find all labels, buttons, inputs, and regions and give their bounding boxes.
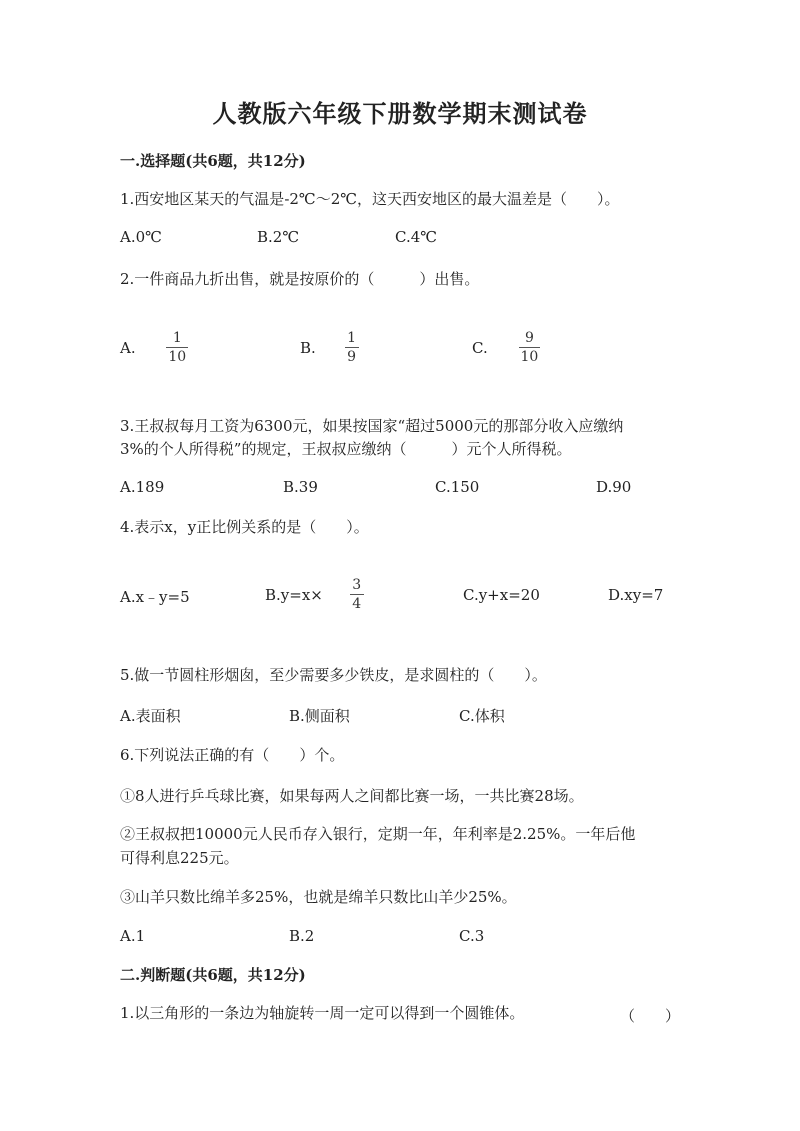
section-heading-judgement: 二.判断题(共6题，共12分): [120, 966, 306, 984]
q2-option-b-fraction: [345, 330, 359, 365]
q4-option-a: A.x﹣y=5: [120, 588, 190, 606]
q5-option-a: A.表面积: [120, 707, 181, 725]
fraction-numerator: 1: [347, 330, 357, 346]
q3-option-a: A.189: [120, 478, 165, 496]
q6-statement-1: ①8人进行乒乓球比赛，如果每两人之间都比赛一场，一共比赛28场。: [120, 787, 584, 805]
q3-option-b: B.39: [283, 478, 318, 496]
q6-statement-2-line-2: 可得利息225元。: [120, 849, 239, 867]
q2-option-a-label: A.: [120, 338, 136, 357]
q4-option-d: D.xy=7: [608, 586, 664, 604]
judgement-answer-blank: （ ）: [620, 1007, 681, 1025]
q1-option-c: C.4℃: [395, 228, 438, 246]
q6-statement-2-line-1: ②王叔叔把10000元人民币存入银行，定期一年，年利率是2.25%。一年后他: [120, 825, 636, 843]
q6-statement-3: ③山羊只数比绵羊多25%，也就是绵羊只数比山羊少25%。: [120, 888, 517, 906]
fraction-denominator: 10: [520, 349, 539, 365]
question-2-text: 2.一件商品九折出售，就是按原价的（ ）出售。: [120, 270, 480, 288]
page-title: 人教版六年级下册数学期末测试卷: [212, 99, 588, 128]
q2-option-c-fraction: [519, 330, 541, 365]
q4-option-b: [265, 577, 364, 612]
question-3-line-2: 3%的个人所得税”的规定，王叔叔应缴纳（ ）元个人所得税。: [120, 440, 572, 458]
question-3-line-1: 3.王叔叔每月工资为6300元，如果按国家“超过5000元的那部分收入应缴纳: [120, 417, 624, 435]
question-4-text: 4.表示x，y正比例关系的是（ ）。: [120, 518, 369, 536]
fraction-denominator: 10: [168, 349, 187, 365]
q3-option-c: C.150: [435, 478, 480, 496]
question-6-text: 6.下列说法正确的有（ ）个。: [120, 746, 345, 764]
q2-option-a-fraction: [166, 330, 188, 365]
fraction-bar: [345, 347, 359, 348]
q4-option-b-fraction: [350, 577, 364, 612]
q1-option-b: B.2℃: [257, 228, 300, 246]
fraction-bar: [166, 347, 188, 348]
q4-option-c: C.y+x=20: [463, 586, 540, 604]
fraction-numerator: 3: [352, 577, 362, 593]
fraction-bar: [350, 594, 364, 595]
q2-option-a: [120, 330, 188, 365]
q6-option-b: B.2: [289, 927, 315, 945]
judgement-question-1-text: 1.以三角形的一条边为轴旋转一周一定可以得到一个圆锥体。: [120, 1004, 525, 1022]
fraction-numerator: 9: [524, 330, 534, 346]
q5-option-c: C.体积: [459, 707, 505, 725]
q2-option-b: [300, 330, 359, 365]
fraction-numerator: 1: [172, 330, 182, 346]
fraction-bar: [519, 347, 541, 348]
question-5-text: 5.做一节圆柱形烟囱，至少需要多少铁皮，是求圆柱的（ ）。: [120, 666, 547, 684]
q2-option-b-label: B.: [300, 338, 316, 357]
fraction-denominator: 9: [347, 349, 357, 365]
q2-option-c-label: C.: [472, 338, 488, 357]
q2-option-c: [472, 330, 540, 365]
fraction-denominator: 4: [352, 596, 362, 612]
q4-option-b-label: B.y=x×: [265, 585, 323, 604]
question-1-text: 1.西安地区某天的气温是-2℃～2℃，这天西安地区的最大温差是（ ）。: [120, 190, 620, 208]
q3-option-d: D.90: [596, 478, 632, 496]
q6-option-a: A.1: [120, 927, 146, 945]
q6-option-c: C.3: [459, 927, 485, 945]
section-heading-choice: 一.选择题(共6题，共12分): [120, 152, 306, 170]
q5-option-b: B.侧面积: [289, 707, 350, 725]
q1-option-a: A.0℃: [120, 228, 162, 246]
